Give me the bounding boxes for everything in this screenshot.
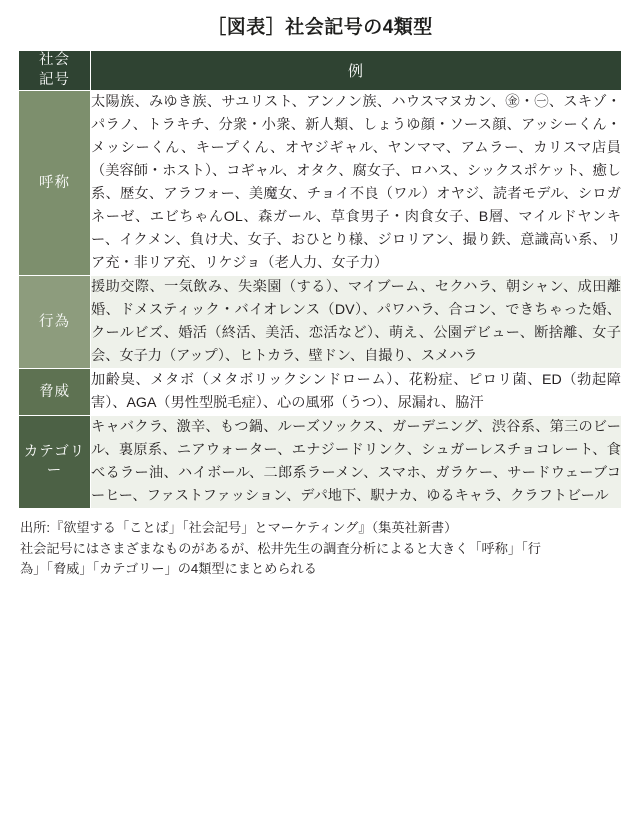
row-label-category: カテゴリー <box>19 416 91 509</box>
row-label-koui: 行為 <box>19 276 91 369</box>
row-label-kyoui: 脅威 <box>19 369 91 416</box>
table-row <box>19 369 622 416</box>
row-label-koshou: 呼称 <box>19 91 91 276</box>
row-examples-kyoui: 加齢臭、メタボ（メタボリックシンドローム）、花粉症、ピロリ菌、ED（勃起障害）、AGA（男性型脱毛症）、心の風邪（うつ）、尿漏れ、脇汗 <box>91 369 622 416</box>
header-example: 例 <box>91 51 622 91</box>
row-examples-koshou: 太陽族、みゆき族、サユリスト、アンノン族、ハウスマヌカン、㊎・㊀、スキゾ・パラノ、トラキチ、分衆・小衆、新人類、しょうゆ顔・ソース顔、アッシーくん・メッシーくん、キープくん、オヤジギャル、ヤンママ、アムラー、カリスマ店員（美容師・ホスト）、コギャル、オタク、腐女子、ロハス、シックスポケット、癒し系、歴女、アラフォー、美魔女、チョイ不良（ワル）オヤジ、読者モデル、シロガネーゼ、エビちゃんOL、森ガール、草食男子・肉食女子、B層、マイルドヤンキー、イクメン、負け犬、女子、おひとり様、ジロリアン、撮り鉄、意識高い系、リア充・非リア充、リケジョ（老人力、女子力） <box>91 91 622 276</box>
table-header-row <box>19 51 622 91</box>
header-category <box>19 51 91 91</box>
header-category-line1: 社会 <box>39 52 70 68</box>
footnote-source: 出所:『欲望する「ことば」「社会記号」とマーケティング』（集英社新書） <box>20 520 458 536</box>
header-category-line2: 記号 <box>39 71 70 88</box>
row-examples-category: キャバクラ、激辛、もつ鍋、ルーズソックス、ガーデニング、渋谷系、第三のビール、裏原系、ニアウォーター、エナジードリンク、シュガーレスチョコレート、食べるラー油、ハイボール、二郎系ラーメン、スマホ、ガラケー、サードウェーブコーヒー、ファストファッション、デパ地下、駅ナカ、ゆるキャラ、クラフトビール <box>91 416 622 509</box>
social-signs-table <box>18 50 622 509</box>
page-title: ［図表］社会記号の4類型 <box>207 17 433 38</box>
table-row <box>19 91 622 276</box>
footnote-note-line1: 社会記号にはさまざまなものがあるが、松井先生の調査分析によると大きく「呼称」「行 <box>20 540 541 556</box>
table-row <box>19 416 622 509</box>
footnote <box>18 509 622 579</box>
row-examples-koui: 援助交際、一気飲み、失楽園（する）、マイブーム、セクハラ、朝シャン、成田離婚、ドメスティック・バイオレンス（DV）、パワハラ、合コン、できちゃった婚、クールビズ、婚活（終活、美活、恋活など）、萌え、公園デビュー、断捨離、女子会、女子力（アップ）、ヒトカラ、壁ドン、自撮り、スメハラ <box>91 276 622 369</box>
footnote-note-line2: 為」「脅威」「カテゴリー」の4類型にまとめられる <box>20 561 317 577</box>
table-row <box>19 276 622 369</box>
